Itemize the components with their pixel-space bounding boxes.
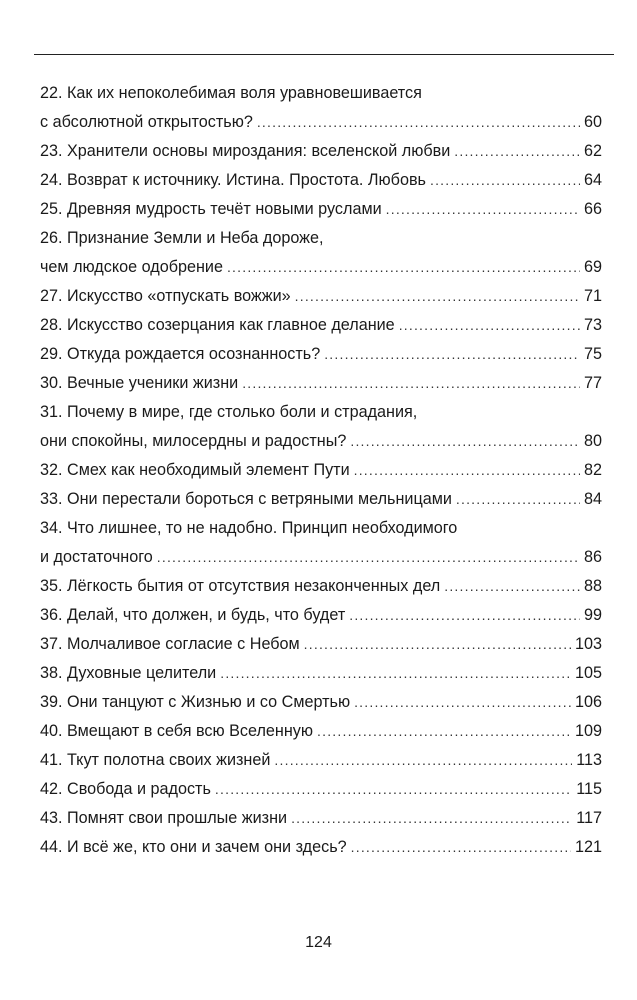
- toc-entry-page: 64: [583, 171, 602, 189]
- toc-entry: [40, 514, 602, 572]
- toc-entry-page: 62: [583, 142, 602, 160]
- toc-entry-title: 26. Признание Земли и Неба дороже,: [40, 229, 324, 247]
- toc-entry-title: 36. Делай, что должен, и будь, что будет: [40, 606, 346, 624]
- toc-entry-title: 33. Они перестали бороться с ветряными мельницами: [40, 490, 452, 508]
- toc-entry: [40, 485, 602, 514]
- toc-entry-line: [40, 833, 602, 862]
- dot-leader: [324, 340, 580, 369]
- toc-entry-page: 117: [576, 809, 602, 827]
- toc-entry: [40, 659, 602, 688]
- toc-entry-page: 73: [583, 316, 602, 334]
- dot-leader: [157, 543, 580, 572]
- toc-entry-page: 71: [583, 287, 602, 305]
- toc-entry: [40, 224, 602, 282]
- toc-entry-page: 75: [583, 345, 602, 363]
- toc-entry-line: [40, 688, 602, 717]
- dot-leader: [295, 282, 580, 311]
- table-of-contents: [40, 79, 602, 862]
- dot-leader: [354, 456, 580, 485]
- dot-leader: [304, 630, 571, 659]
- toc-entry-page: 106: [574, 693, 602, 711]
- dot-leader: [399, 311, 580, 340]
- toc-entry-page: 103: [574, 635, 602, 653]
- toc-entry: [40, 137, 602, 166]
- toc-entry: [40, 717, 602, 746]
- toc-entry-page: 88: [583, 577, 602, 595]
- toc-entry-line: [40, 572, 602, 601]
- toc-entry-title: 30. Вечные ученики жизни: [40, 374, 239, 392]
- toc-entry: [40, 311, 602, 340]
- page-number: 124: [305, 934, 332, 951]
- toc-entry: [40, 630, 602, 659]
- toc-entry-line: [40, 224, 602, 253]
- toc-entry-page: 121: [574, 838, 602, 856]
- dot-leader: [386, 195, 580, 224]
- toc-entry-line: [40, 775, 602, 804]
- toc-entry-line: [40, 195, 602, 224]
- toc-entry-title: они спокойны, милосердны и радостны?: [40, 432, 347, 450]
- toc-entry-line: [40, 108, 602, 137]
- toc-entry: [40, 804, 602, 833]
- toc-entry-line: [40, 456, 602, 485]
- toc-entry-line: [40, 717, 602, 746]
- toc-entry-line: [40, 282, 602, 311]
- toc-entry-page: 69: [583, 258, 602, 276]
- toc-entry-page: 82: [583, 461, 602, 479]
- toc-entry-line: [40, 485, 602, 514]
- toc-entry-line: [40, 746, 602, 775]
- toc-entry: [40, 166, 602, 195]
- toc-entry-title: с абсолютной открытостью?: [40, 113, 253, 131]
- toc-entry-title: 23. Хранители основы мироздания: вселенской любви: [40, 142, 451, 160]
- toc-entry-line: [40, 369, 602, 398]
- toc-entry-title: 29. Откуда рождается осознанность?: [40, 345, 321, 363]
- dot-leader: [257, 108, 580, 137]
- toc-entry: [40, 456, 602, 485]
- toc-entry: [40, 775, 602, 804]
- dot-leader: [456, 485, 580, 514]
- toc-entry: [40, 688, 602, 717]
- toc-entry-title: 27. Искусство «отпускать вожжи»: [40, 287, 291, 305]
- toc-entry-line: [40, 427, 602, 456]
- toc-entry-line: [40, 253, 602, 282]
- toc-entry-line: [40, 311, 602, 340]
- toc-entry-title: 31. Почему в мире, где столько боли и страдания,: [40, 403, 418, 421]
- toc-entry-title: 41. Ткут полотна своих жизней: [40, 751, 271, 769]
- dot-leader: [291, 804, 572, 833]
- toc-entry-title: 22. Как их непоколебимая воля уравновешивается: [40, 84, 422, 102]
- toc-entry-line: [40, 340, 602, 369]
- toc-entry-line: [40, 166, 602, 195]
- dot-leader: [349, 601, 580, 630]
- toc-entry-line: [40, 804, 602, 833]
- toc-entry-title: 44. И всё же, кто они и зачем они здесь?: [40, 838, 347, 856]
- toc-entry-title: 40. Вмещают в себя всю Вселенную: [40, 722, 314, 740]
- toc-entry-page: 109: [574, 722, 602, 740]
- dot-leader: [220, 659, 571, 688]
- toc-entry: [40, 195, 602, 224]
- toc-entry-line: [40, 630, 602, 659]
- dot-leader: [454, 137, 580, 166]
- toc-entry-title: 37. Молчаливое согласие с Небом: [40, 635, 300, 653]
- toc-entry-page: 66: [583, 200, 602, 218]
- toc-entry-title: 24. Возврат к источнику. Истина. Простота. Любовь: [40, 171, 426, 189]
- dot-leader: [350, 427, 580, 456]
- toc-entry-title: 43. Помнят свои прошлые жизни: [40, 809, 288, 827]
- toc-entry-title: 38. Духовные целители: [40, 664, 217, 682]
- toc-entry-page: 113: [576, 751, 602, 769]
- dot-leader: [227, 253, 580, 282]
- toc-entry-page: 99: [583, 606, 602, 624]
- toc-entry-line: [40, 514, 602, 543]
- toc-entry-page: 105: [574, 664, 602, 682]
- toc-entry-line: [40, 398, 602, 427]
- toc-entry-title: чем людское одобрение: [40, 258, 223, 276]
- dot-leader: [215, 775, 572, 804]
- toc-entry: [40, 746, 602, 775]
- dot-leader: [317, 717, 571, 746]
- toc-entry-line: [40, 137, 602, 166]
- toc-entry-line: [40, 601, 602, 630]
- toc-entry-page: 84: [583, 490, 602, 508]
- toc-entry-page: 77: [583, 374, 602, 392]
- toc-entry: [40, 282, 602, 311]
- toc-entry: [40, 398, 602, 456]
- toc-entry-title: 39. Они танцуют с Жизнью и со Смертью: [40, 693, 351, 711]
- toc-entry: [40, 833, 602, 862]
- toc-entry-title: 42. Свобода и радость: [40, 780, 211, 798]
- toc-entry-title: 32. Смех как необходимый элемент Пути: [40, 461, 350, 479]
- header-rule: [34, 54, 614, 55]
- toc-entry-page: 115: [576, 780, 602, 798]
- dot-leader: [351, 833, 571, 862]
- dot-leader: [354, 688, 571, 717]
- toc-entry-line: [40, 543, 602, 572]
- toc-entry-title: 28. Искусство созерцания как главное делание: [40, 316, 395, 334]
- toc-entry-page: 86: [583, 548, 602, 566]
- toc-entry: [40, 79, 602, 137]
- toc-entry: [40, 340, 602, 369]
- toc-entry-page: 60: [583, 113, 602, 131]
- toc-entry-line: [40, 79, 602, 108]
- toc-entry: [40, 572, 602, 601]
- toc-entry-title: и достаточного: [40, 548, 153, 566]
- dot-leader: [444, 572, 580, 601]
- toc-entry: [40, 369, 602, 398]
- toc-entry: [40, 601, 602, 630]
- dot-leader: [274, 746, 572, 775]
- toc-entry-page: 80: [583, 432, 602, 450]
- toc-entry-line: [40, 659, 602, 688]
- toc-entry-title: 34. Что лишнее, то не надобно. Принцип необходимого: [40, 519, 458, 537]
- dot-leader: [430, 166, 580, 195]
- dot-leader: [242, 369, 580, 398]
- toc-entry-title: 35. Лёгкость бытия от отсутствия незаконченных дел: [40, 577, 441, 595]
- toc-entry-title: 25. Древняя мудрость течёт новыми руслами: [40, 200, 382, 218]
